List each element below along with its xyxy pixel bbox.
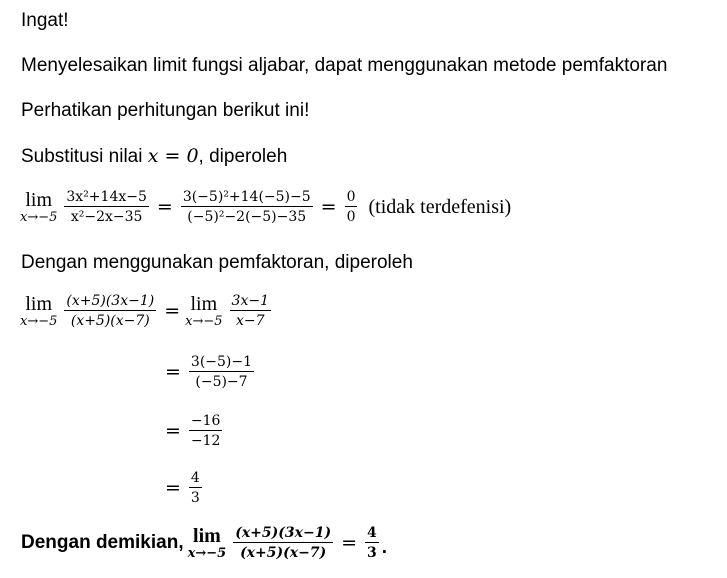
- fraction-numerator: 3x²+14x−5: [64, 189, 149, 207]
- result-fraction: [189, 470, 202, 506]
- lim-subscript: x→−5: [185, 314, 223, 330]
- method-text: Menyelesaikan limit fungsi aljabar, dapat menggunakan metode pemfaktoran: [21, 55, 668, 76]
- equals-sign: =: [165, 361, 181, 384]
- lim-word: lim: [193, 525, 221, 548]
- lim-word: lim: [25, 189, 53, 212]
- equals-sign: =: [156, 196, 173, 219]
- substitusi-text: [21, 145, 287, 168]
- period: .: [381, 537, 388, 559]
- factored-fraction: [233, 525, 333, 561]
- lim-subscript: x→−5: [20, 314, 58, 330]
- limit-operator: [185, 294, 222, 328]
- fraction-denominator: 3: [190, 490, 200, 507]
- substitusi-suffix: , diperoleh: [198, 146, 288, 167]
- fraction-denominator: (−5)²−2(−5)−35: [187, 209, 307, 226]
- factoring-equation: [20, 293, 274, 329]
- zero-over-zero-fraction: [345, 189, 358, 225]
- lim-word: lim: [190, 293, 218, 316]
- fraction-numerator: −16: [189, 413, 223, 431]
- answer-fraction: [365, 525, 379, 561]
- evaluation-step: [160, 470, 205, 506]
- conclusion: [21, 525, 387, 561]
- fraction-denominator: (x+5)(x−7): [70, 313, 150, 330]
- computed-fraction: [189, 413, 223, 449]
- substitusi-math: x = 0: [147, 145, 199, 167]
- lim-subscript: x→−5: [187, 546, 227, 562]
- equals-sign: =: [341, 532, 357, 555]
- fraction-numerator: 0: [345, 189, 358, 207]
- fraction-numerator: (x+5)(3x−1): [233, 525, 333, 543]
- fraction-numerator: 4: [189, 470, 202, 488]
- factored-fraction: [64, 293, 156, 329]
- substitution-equation: [20, 189, 511, 225]
- fraction-denominator: 0: [346, 209, 356, 226]
- fraction-denominator: (x+5)(x−7): [240, 545, 327, 562]
- evaluation-step: [160, 413, 225, 449]
- limit-operator: [20, 294, 57, 328]
- substitusi-prefix: Substitusi nilai: [21, 146, 148, 167]
- fraction-denominator: (−5)−7: [195, 374, 248, 391]
- fraction-denominator: 3: [367, 545, 377, 562]
- perhatikan-text: Perhatikan perhitungan berikut ini!: [21, 100, 310, 121]
- fraction-denominator: x−7: [235, 313, 265, 330]
- fraction-denominator: x²−2x−35: [70, 209, 143, 226]
- evaluation-step: [160, 354, 257, 390]
- ingat-text: Ingat!: [21, 10, 69, 31]
- substituted-fraction: [189, 354, 254, 390]
- conclusion-prefix: Dengan demikian,: [21, 532, 184, 554]
- equals-sign: =: [165, 420, 181, 443]
- factoring-text: Dengan menggunakan pemfaktoran, diperoleh: [21, 252, 413, 273]
- lim-subscript: x→−5: [20, 210, 58, 226]
- lim-word: lim: [25, 293, 53, 316]
- equals-sign: =: [320, 196, 337, 219]
- fraction-numerator: (x+5)(3x−1): [64, 293, 156, 311]
- fraction-numerator: 3x−1: [230, 293, 271, 311]
- undefined-note: (tidak terdefenisi): [368, 195, 512, 218]
- limit-operator: [188, 526, 227, 560]
- substituted-fraction: [181, 189, 313, 225]
- equals-sign: =: [164, 300, 181, 323]
- function-fraction: [64, 189, 149, 225]
- fraction-denominator: −12: [190, 433, 221, 450]
- equals-sign: =: [165, 477, 181, 500]
- limit-operator: [20, 190, 57, 224]
- fraction-numerator: 4: [365, 525, 379, 543]
- fraction-numerator: 3(−5)²+14(−5)−5: [181, 189, 313, 207]
- fraction-numerator: 3(−5)−1: [189, 354, 254, 372]
- simplified-fraction: [230, 293, 271, 329]
